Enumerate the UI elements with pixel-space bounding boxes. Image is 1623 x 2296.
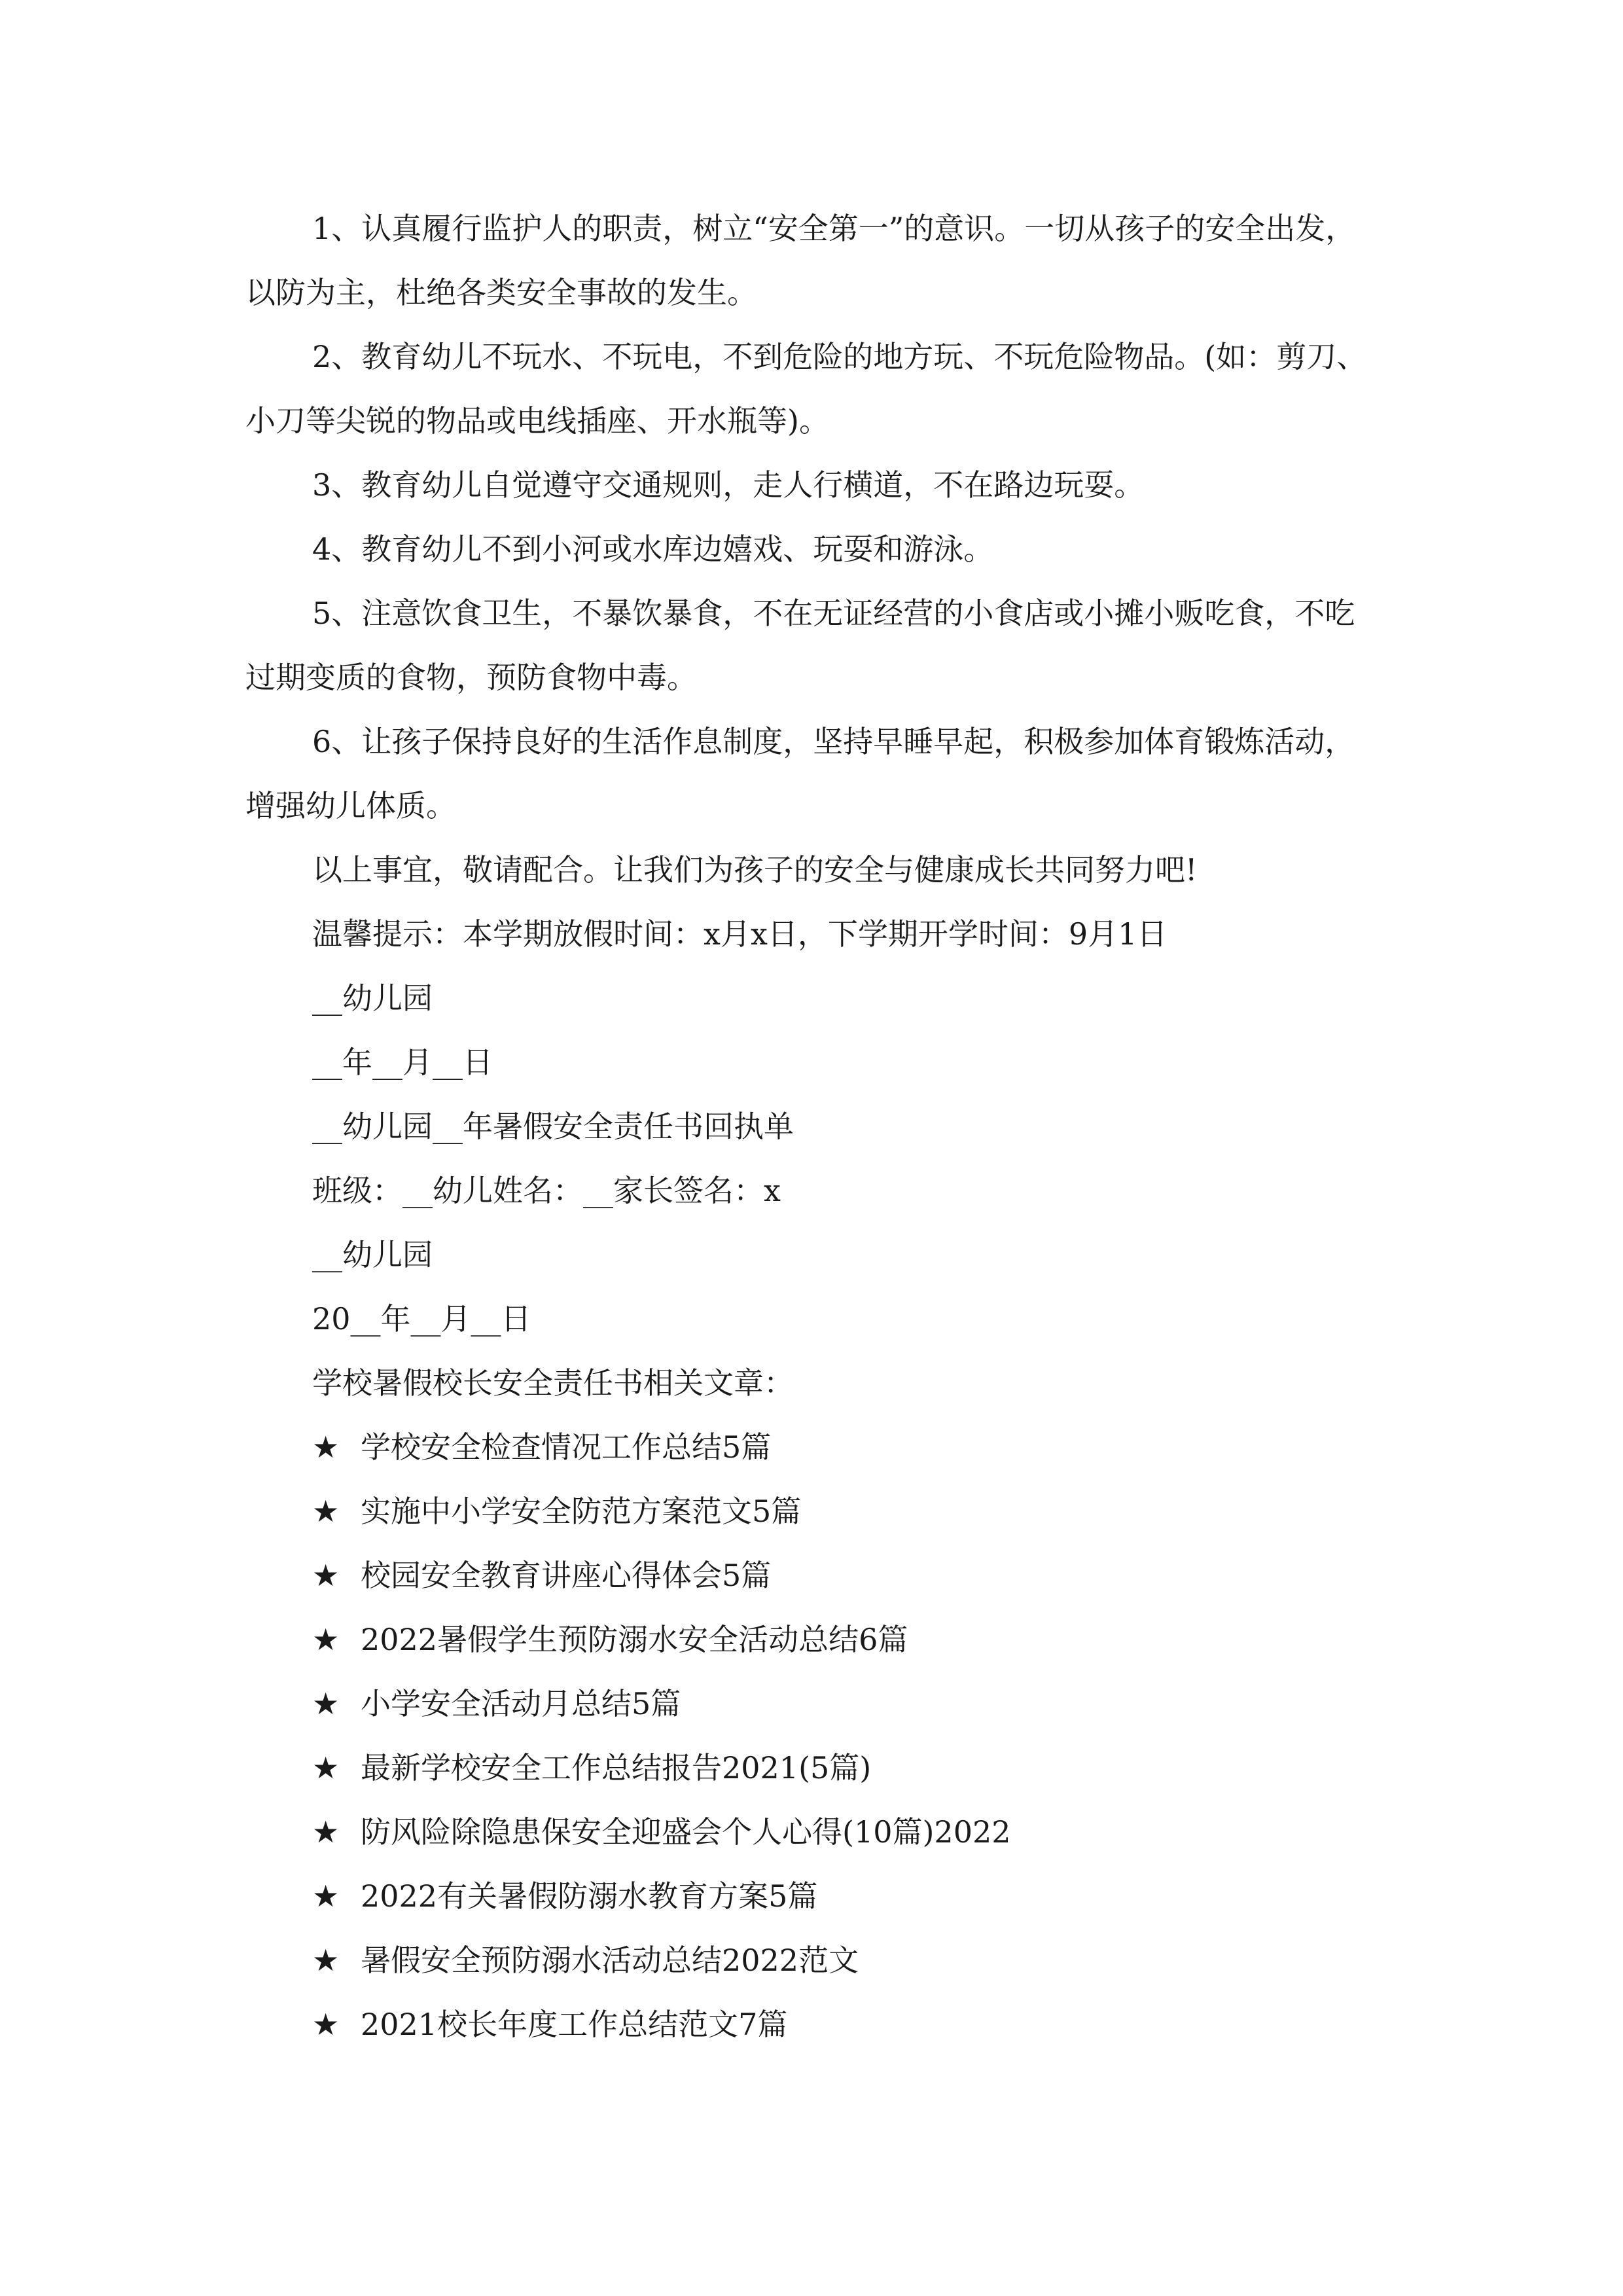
signature-date: __年__月__日 [312,1045,493,1080]
star-icon: ★ [312,1622,340,1657]
related-articles-list [245,1415,1384,2056]
star-icon: ★ [312,1878,340,1914]
paragraph-item-6: 6、让孩子保持良好的生活作息制度，坚持早睡早起，积极参加体育锻炼活动，增强幼儿体质。 [245,724,1355,823]
star-icon: ★ [312,1814,340,1850]
star-icon: ★ [312,1750,340,1785]
receipt-title: __幼儿园__年暑假安全责任书回执单 [312,1109,794,1144]
holiday-notice: 温馨提示：本学期放假时间：x月x日，下学期开学时间：9月1日 [312,916,1168,952]
related-article-title: 小学安全活动月总结5篇 [361,1686,681,1721]
related-article-link[interactable] [245,1415,1384,1479]
kindergarten-signature: __幼儿园 [312,980,433,1016]
related-article-title: 最新学校安全工作总结报告2021(5篇) [361,1750,872,1785]
related-article-link[interactable] [245,1992,1384,2056]
star-icon: ★ [312,1429,340,1465]
related-article-link[interactable] [245,1672,1384,1736]
related-article-title: 暑假安全预防溺水活动总结2022范文 [361,1943,859,1978]
related-article-title: 校园安全教育讲座心得体会5篇 [361,1558,772,1593]
related-article-title: 防风险除隐患保安全迎盛会个人心得(10篇)2022 [361,1814,1011,1850]
related-article-link[interactable] [245,1543,1384,1607]
paragraph-item-5: 5、注意饮食卫生，不暴饮暴食，不在无证经营的小食店或小摊小贩吃食，不吃过期变质的食物，预防食物中毒。 [245,596,1355,695]
paragraph-item-3: 3、教育幼儿自觉遵守交通规则，走人行横道，不在路边玩耍。 [312,467,1145,503]
star-icon: ★ [312,1943,340,1978]
paragraph-item-4: 4、教育幼儿不到小河或水库边嬉戏、玩耍和游泳。 [312,531,994,567]
receipt-date: 20__年__月__日 [312,1301,531,1336]
related-article-link[interactable] [245,1800,1384,1864]
paragraph-item-1: 1、认真履行监护人的职责，树立“安全第一”的意识。一切从孩子的安全出发，以防为主，杜绝各类安全事故的发生。 [245,211,1356,310]
related-article-title: 学校安全检查情况工作总结5篇 [361,1429,772,1465]
star-icon: ★ [312,2007,340,2042]
related-article-link[interactable] [245,1479,1384,1543]
star-icon: ★ [312,1558,340,1593]
star-icon: ★ [312,1686,340,1721]
related-article-title: 2022暑假学生预防溺水安全活动总结6篇 [361,1622,908,1657]
related-article-title: 2022有关暑假防溺水教育方案5篇 [361,1878,818,1914]
closing-paragraph: 以上事宜，敬请配合。让我们为孩子的安全与健康成长共同努力吧! [312,852,1198,888]
star-icon: ★ [312,1494,340,1529]
related-article-title: 实施中小学安全防范方案范文5篇 [361,1494,802,1529]
receipt-kindergarten: __幼儿园 [312,1237,433,1272]
related-article-link[interactable] [245,1864,1384,1928]
related-article-title: 2021校长年度工作总结范文7篇 [361,2007,788,2042]
related-article-link[interactable] [245,1736,1384,1800]
related-article-link[interactable] [245,1607,1384,1672]
document-page [245,196,1384,2056]
related-articles-heading: 学校暑假校长安全责任书相关文章： [312,1365,794,1401]
related-article-link[interactable] [245,1928,1384,1992]
paragraph-item-2: 2、教育幼儿不玩水、不玩电，不到危险的地方玩、不玩危险物品。(如：剪刀、小刀等尖锐的物品或电线插座、开水瓶等)。 [245,339,1367,439]
receipt-fields: 班级：__幼儿姓名：__家长签名：x [312,1173,781,1208]
